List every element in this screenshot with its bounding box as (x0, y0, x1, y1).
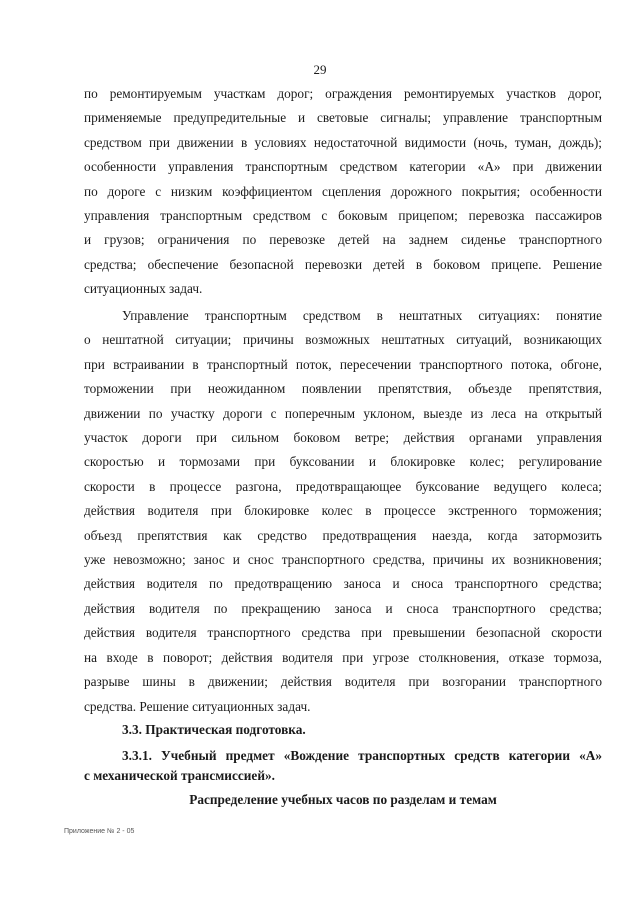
text-line: скорости в процессе разгона, предотвращающее буксование ведущего колеса; (84, 478, 602, 494)
text-line: ситуационных задач. (84, 281, 203, 297)
text-line: при встраивании в транспортный поток, пересечении транспортного потока, обгоне, (84, 356, 602, 372)
text-line: по ремонтируемым участкам дорог; ограждения ремонтируемых участков дорог, (84, 86, 602, 101)
text-line: объезд препятствия как средство предотвращения наезда, когда затормозить (84, 527, 602, 543)
subject-heading (84, 746, 602, 786)
paragraph-emergency-situations (84, 304, 602, 719)
text-line: действия водителя по прекращению заноса и сноса транспортного средства; (84, 600, 602, 616)
text-line: по дороге с низким коэффициентом сцепления дорожного покрытия; особенности (84, 183, 602, 199)
paragraph-continued (84, 82, 602, 302)
text-line: движении по участку дороги с поперечным уклоном, выезде из леса на открытый (84, 405, 602, 421)
text-line: уже невозможно; занос и снос транспортного средства, причины их возникновения; (84, 552, 602, 568)
text-line: действия водителя при блокировке колес в процессе экстренного торможения; (84, 503, 602, 519)
text-line: применяемые предупредительные и световые сигналы; управление транспортным (84, 110, 602, 126)
heading-line: 3.3.1. Учебный предмет «Вождение транспортных средств категории «А» (122, 748, 602, 763)
text-line: управления транспортным средством с боковым прицепом; перевозка пассажиров (84, 208, 602, 224)
section-heading: 3.3. Практическая подготовка. (122, 722, 306, 737)
text-line: действия водителя по предотвращению заноса и сноса транспортного средства; (84, 576, 602, 592)
text-line: Управление транспортным средством в нештатных ситуациях: понятие (122, 308, 602, 323)
text-line: участок дороги при сильном боковом ветре; действия органами управления (84, 430, 602, 446)
text-line: разрыве шины в движении; действия водителя при возгорании транспортного (84, 674, 602, 690)
page-number: 29 (313, 62, 327, 77)
text-line: средством при движении в условиях недостаточной видимости (ночь, туман, дождь); (84, 134, 602, 150)
distribution-heading: Распределение учебных часов по разделам и темам (189, 792, 497, 807)
text-line: торможении при неожиданном появлении препятствия, объезде препятствия, (84, 381, 602, 397)
text-line: средства; обеспечение безопасной перевозки детей в боковом прицепе. Решение (84, 256, 602, 272)
text-line: средства. Решение ситуационных задач. (84, 698, 311, 714)
heading-line: с механической трансмиссией». (84, 768, 275, 783)
text-line: на входе в поворот; действия водителя при угрозе столкновения, отказе тормоза, (84, 649, 602, 665)
text-line: скоростью и тормозами при буксовании и блокировке колес; регулирование (84, 454, 602, 470)
footer-note: Приложение № 2 - 05 (64, 828, 135, 835)
text-line: действия водителя транспортного средства при превышении безопасной скорости (84, 625, 602, 641)
text-line: особенности управления транспортным средством категории «А» при движении (84, 159, 602, 175)
text-line: и грузов; ограничения по перевозке детей на заднем сиденье транспортного (84, 232, 602, 248)
text-line: о нештатной ситуации; причины возможных нештатных ситуаций, возникающих (84, 332, 602, 348)
